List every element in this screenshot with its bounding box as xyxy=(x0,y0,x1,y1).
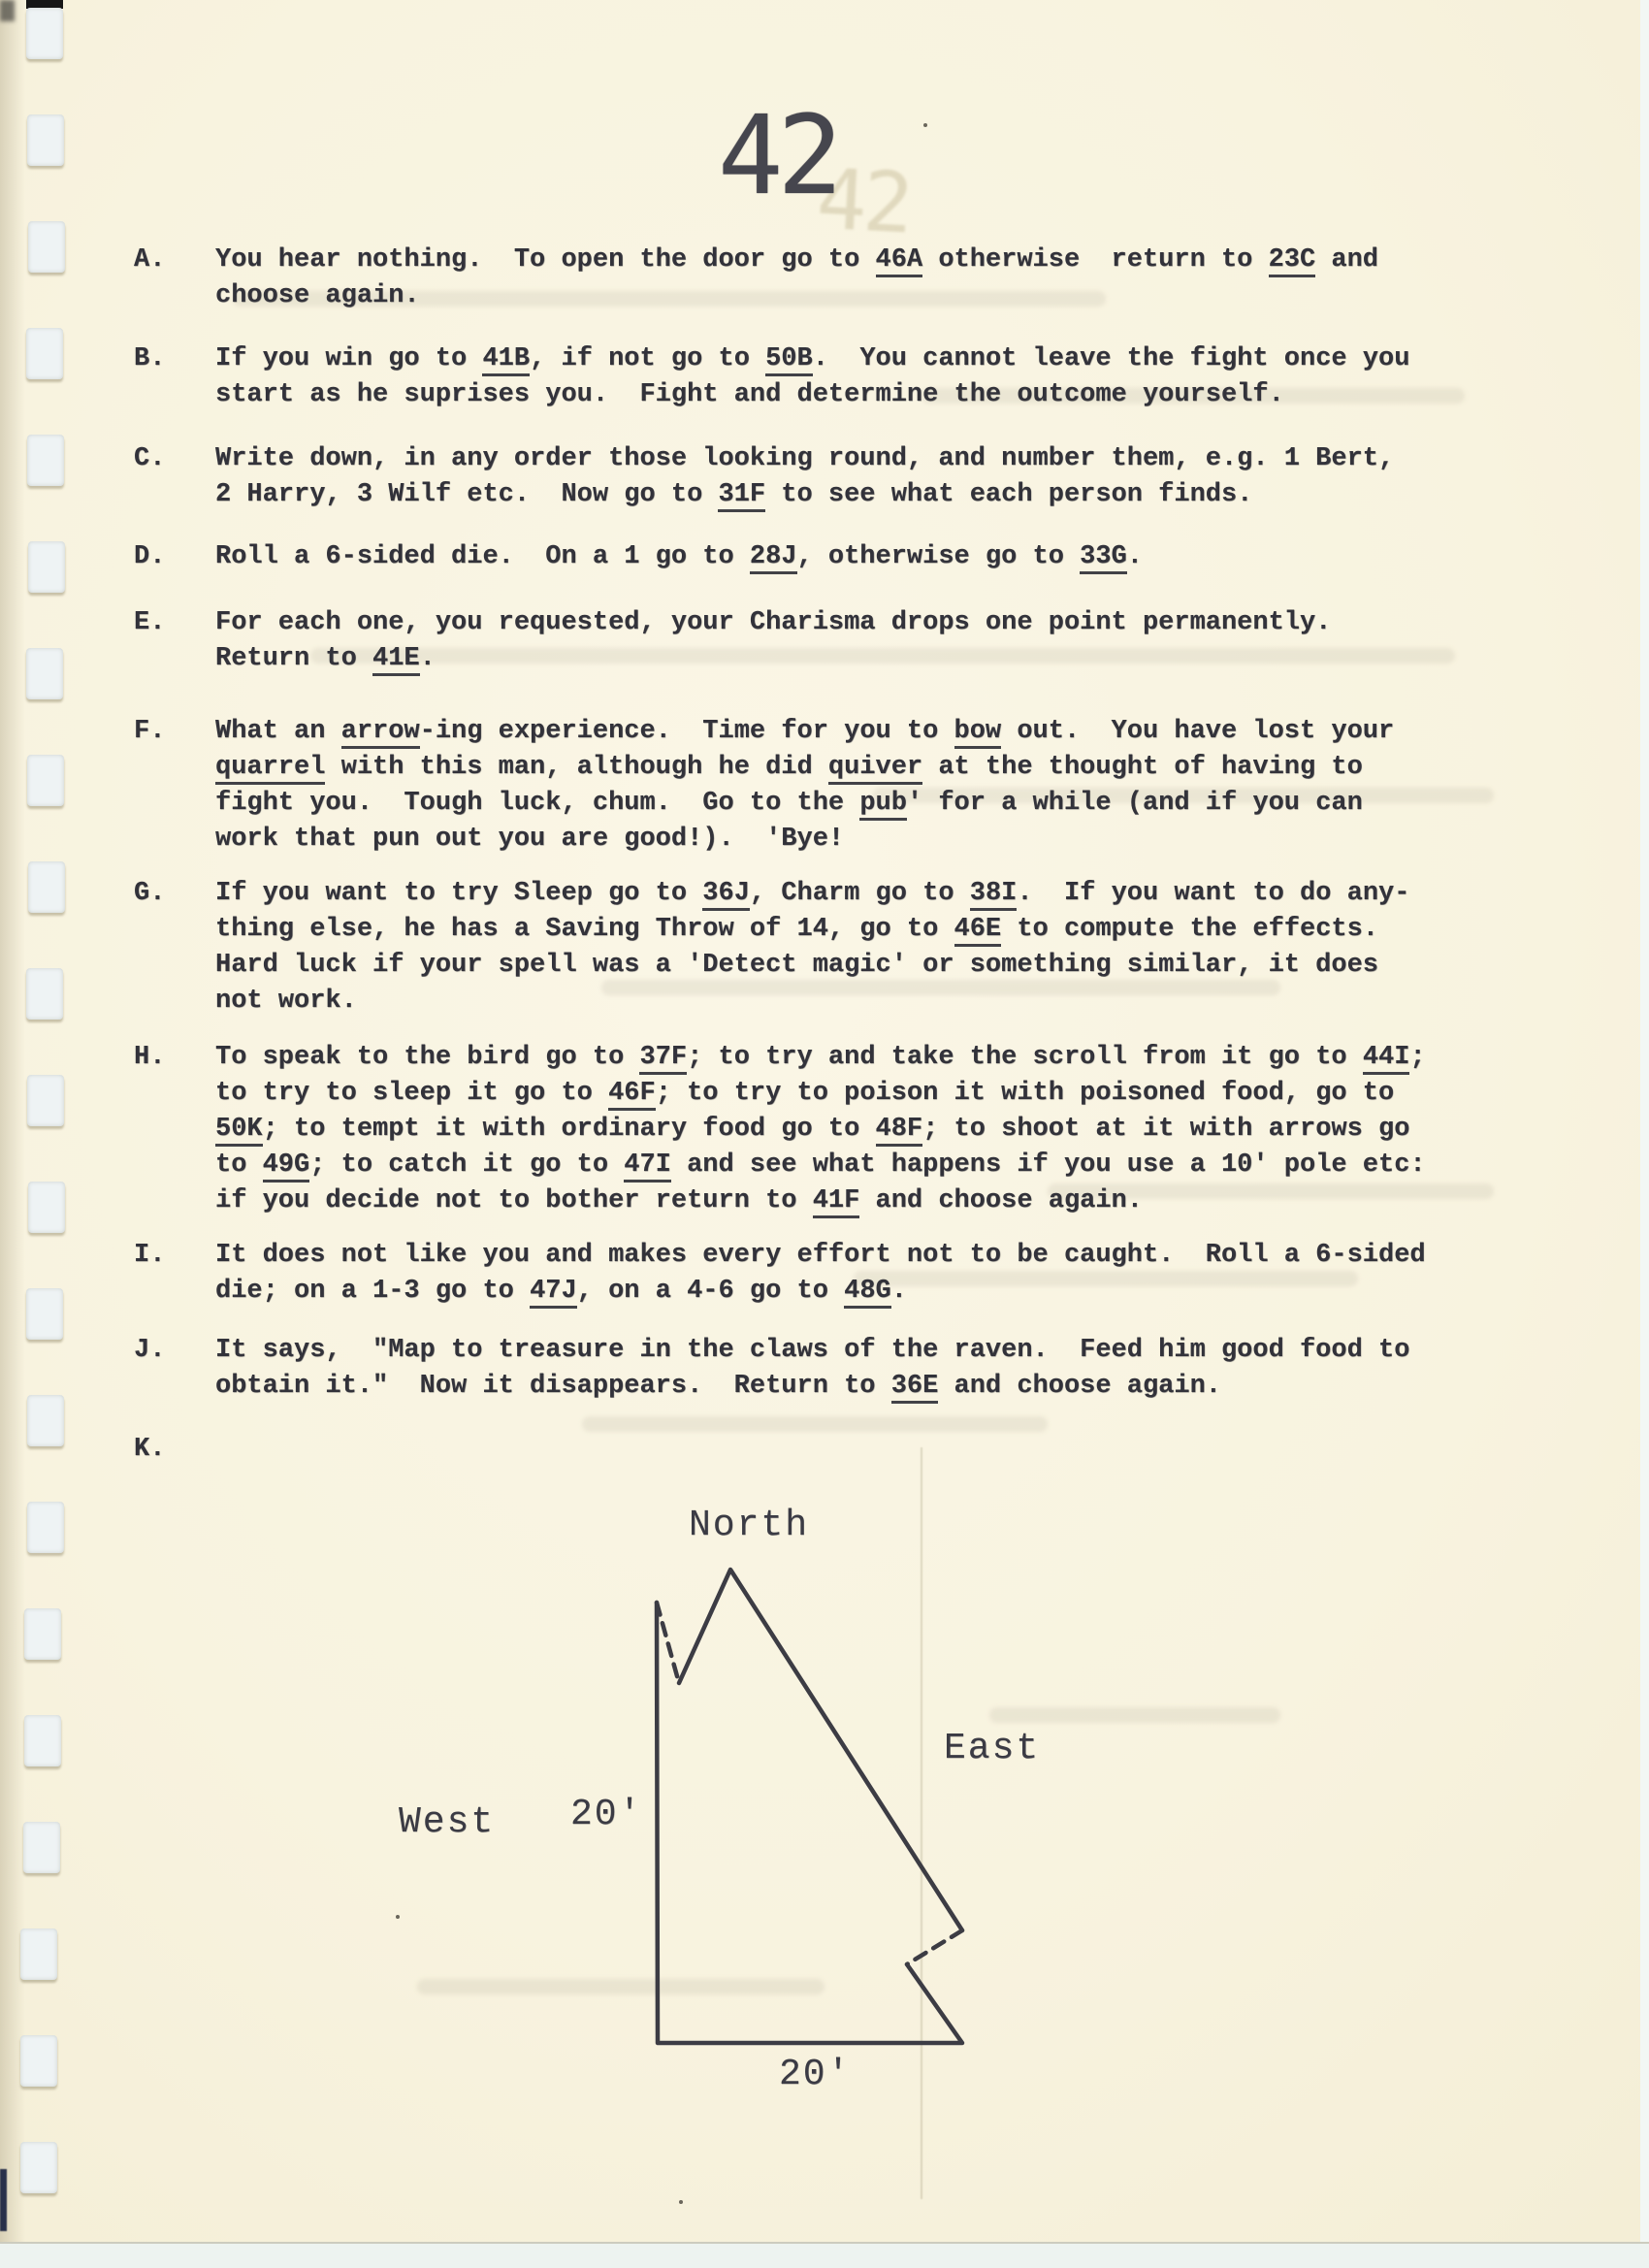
diagram-label-east: East xyxy=(944,1728,1041,1769)
section-reference: pub xyxy=(859,789,907,821)
text-line xyxy=(215,1043,1426,1079)
scan-bottom-strip xyxy=(0,2242,1649,2268)
binding-hole xyxy=(28,1182,65,1233)
paragraph-label: D. xyxy=(134,542,166,571)
text-run: at the thought of having to xyxy=(922,753,1363,782)
text-run: It does not like you and makes every effort not to be caught. Roll a 6-sided xyxy=(215,1241,1426,1270)
text-run: . xyxy=(890,1277,907,1306)
section-reference: 46E xyxy=(954,915,1002,947)
text-run: . You cannot leave the fight once you xyxy=(812,344,1410,373)
paragraph-lines xyxy=(215,444,1394,516)
binding-hole xyxy=(27,1075,64,1126)
text-run: . If you want to do any- xyxy=(1017,879,1410,908)
binding-hole xyxy=(20,2142,57,2193)
section-reference: quarrel xyxy=(215,753,325,785)
map-outline-solid xyxy=(657,1603,962,2043)
bleed-through xyxy=(582,1416,1048,1432)
text-run: not work. xyxy=(215,987,357,1016)
binding-hole xyxy=(28,861,65,913)
text-line xyxy=(215,380,1409,416)
paragraph-lines xyxy=(215,1241,1426,1312)
paragraph-label: J. xyxy=(134,1336,166,1365)
text-run: You hear nothing. To open the door go to xyxy=(215,245,876,275)
binding-hole xyxy=(24,1715,61,1766)
paragraph-label: G. xyxy=(134,879,166,908)
paragraph-label: I. xyxy=(134,1241,166,1270)
ink-speck xyxy=(923,123,927,127)
scan-right-edge xyxy=(1640,0,1649,2268)
section-reference: 47J xyxy=(530,1277,577,1309)
diagram-label-west: West xyxy=(399,1801,496,1843)
text-run: and xyxy=(1315,245,1379,275)
text-line xyxy=(215,753,1394,789)
map-tear-dashed xyxy=(657,1603,679,1683)
binding-hole xyxy=(24,1608,61,1660)
section-reference: 41B xyxy=(482,344,530,376)
text-line xyxy=(215,1186,1426,1222)
text-run: To speak to the bird go to xyxy=(215,1043,640,1072)
text-line xyxy=(215,1150,1426,1186)
diagram-label-north: North xyxy=(689,1505,810,1546)
text-run: to compute the effects. xyxy=(1001,915,1379,944)
binding-hole xyxy=(26,968,63,1020)
text-run: Hard luck if your spell was a 'Detect magic' or something similar, it does xyxy=(215,951,1378,980)
text-run: obtain it." Now it disappears. Return to xyxy=(215,1372,891,1401)
text-run: 2 Harry, 3 Wilf etc. Now go to xyxy=(215,480,719,509)
text-line xyxy=(215,1372,1409,1408)
text-line xyxy=(215,245,1378,281)
section-reference: 31F xyxy=(718,480,765,512)
text-run: die; on a 1-3 go to xyxy=(215,1277,531,1306)
text-line xyxy=(215,644,1331,680)
paragraph-label: F. xyxy=(134,717,166,746)
binding-hole xyxy=(27,435,64,486)
text-run: ; to try and take the scroll from it go to xyxy=(687,1043,1363,1072)
binding-hole xyxy=(26,648,63,699)
paragraph-lines xyxy=(215,1336,1409,1408)
section-reference: 48F xyxy=(876,1115,923,1147)
diagram-dimension-bottom: 20' xyxy=(779,2054,852,2095)
text-run: ; to try to poison it with poisoned food, go to xyxy=(655,1079,1395,1108)
text-run: start as he suprises you. Fight and determine the outcome yourself. xyxy=(215,380,1284,409)
section-reference: 46A xyxy=(876,245,923,277)
section-reference: 28J xyxy=(750,542,797,574)
text-line xyxy=(215,1336,1409,1372)
text-line xyxy=(215,825,1394,860)
page-number: 42 xyxy=(718,93,837,219)
text-run: fight you. Tough luck, chum. Go to the xyxy=(215,789,860,818)
ink-speck xyxy=(679,2200,683,2204)
binding-hole xyxy=(26,1288,63,1340)
map-tear-dashed xyxy=(907,1930,962,1964)
text-run: ' for a while (and if you can xyxy=(906,789,1363,818)
section-reference: arrow xyxy=(341,717,420,749)
paragraph-lines xyxy=(215,879,1409,1022)
text-line xyxy=(215,1277,1426,1312)
section-reference: 38I xyxy=(970,879,1018,911)
binding-hole xyxy=(28,541,65,593)
text-run: ; to catch it go to xyxy=(309,1150,625,1180)
text-run: ; to shoot at it with arrows go xyxy=(922,1115,1410,1144)
text-run: , otherwise go to xyxy=(796,542,1081,571)
paragraph-lines xyxy=(215,344,1409,416)
text-run: to try to sleep it go to xyxy=(215,1079,609,1108)
text-run: . xyxy=(1126,542,1143,571)
scan-corner-mark xyxy=(0,0,15,21)
section-reference: 44I xyxy=(1363,1043,1410,1075)
binding-hole xyxy=(26,328,63,379)
binding-hole xyxy=(28,221,65,273)
binding-hole xyxy=(27,1395,64,1446)
text-run: work that pun out you are good!). 'Bye! xyxy=(215,825,845,854)
scan-edge-sliver xyxy=(0,2169,7,2231)
scan-left-shadow xyxy=(0,0,25,2268)
binding-hole xyxy=(20,1928,57,1980)
text-line xyxy=(215,608,1331,644)
text-run: choose again. xyxy=(215,281,420,310)
text-run: to xyxy=(215,1150,263,1180)
paragraph-lines xyxy=(215,608,1331,680)
text-line xyxy=(215,717,1394,753)
text-run: Write down, in any order those looking round, and number them, e.g. 1 Bert, xyxy=(215,444,1395,473)
text-run: and choose again. xyxy=(938,1372,1221,1401)
text-line xyxy=(215,542,1143,578)
paragraph-label: A. xyxy=(134,245,166,275)
section-reference: 48G xyxy=(844,1277,891,1309)
text-run: thing else, he has a Saving Throw of 14, go to xyxy=(215,915,954,944)
section-reference: 37F xyxy=(639,1043,687,1075)
text-run: and choose again. xyxy=(859,1186,1143,1215)
text-line xyxy=(215,344,1409,380)
text-line xyxy=(215,281,1378,317)
text-run: , on a 4-6 go to xyxy=(576,1277,845,1306)
text-line xyxy=(215,480,1394,516)
section-reference: 33G xyxy=(1080,542,1127,574)
paragraph-lines xyxy=(215,245,1378,317)
binding-hole xyxy=(20,2035,57,2087)
text-run: -ing experience. Time for you to xyxy=(419,717,954,746)
text-run: , if not go to xyxy=(530,344,766,373)
paragraph-lines xyxy=(215,1043,1426,1222)
text-line xyxy=(215,789,1394,825)
paragraph-label: H. xyxy=(134,1043,166,1072)
map-outline-solid xyxy=(679,1570,962,1930)
section-reference: 36E xyxy=(891,1372,939,1404)
paragraph-label: E. xyxy=(134,608,166,637)
paragraph-label: K. xyxy=(134,1435,166,1464)
section-reference: 41F xyxy=(813,1186,860,1218)
text-run: It says, "Map to treasure in the claws of the raven. Feed him good food to xyxy=(215,1336,1410,1365)
text-line xyxy=(215,987,1409,1022)
text-run: Roll a 6-sided die. On a 1 go to xyxy=(215,542,750,571)
page-number-ghost: 42 xyxy=(814,150,913,253)
paragraph-lines xyxy=(215,542,1143,578)
text-run: and see what happens if you use a 10' pole etc: xyxy=(670,1150,1426,1180)
section-reference: 47I xyxy=(624,1150,671,1183)
binding-hole xyxy=(27,755,64,806)
text-run: to see what each person finds. xyxy=(765,480,1253,509)
section-reference: 50B xyxy=(765,344,813,376)
binding-hole xyxy=(23,1822,60,1873)
section-reference: 50K xyxy=(215,1115,263,1147)
text-line xyxy=(215,1241,1426,1277)
text-line xyxy=(215,879,1409,915)
text-line xyxy=(215,951,1409,987)
binding-hole xyxy=(26,8,63,59)
text-run: Return to xyxy=(215,644,373,673)
text-run: If you want to try Sleep go to xyxy=(215,879,703,908)
text-line xyxy=(215,1115,1426,1150)
text-line xyxy=(215,1079,1426,1115)
binding-hole xyxy=(27,114,64,166)
text-run: If you win go to xyxy=(215,344,483,373)
paragraph-label: C. xyxy=(134,444,166,473)
text-line xyxy=(215,444,1394,480)
section-reference: 36J xyxy=(702,879,750,911)
text-run: , Charm go to xyxy=(749,879,970,908)
text-run: What an xyxy=(215,717,341,746)
text-run: ; xyxy=(1409,1043,1426,1072)
paragraph-label: B. xyxy=(134,344,166,373)
text-run: ; to tempt it with ordinary food go to xyxy=(262,1115,876,1144)
section-reference: 49G xyxy=(263,1150,310,1183)
text-run: out. You have lost your xyxy=(1001,717,1395,746)
section-reference: 23C xyxy=(1269,245,1316,277)
section-reference: bow xyxy=(954,717,1002,749)
text-run: with this man, although he did xyxy=(325,753,828,782)
text-line xyxy=(215,915,1409,951)
text-run: . xyxy=(419,644,436,673)
binding-hole xyxy=(27,1502,64,1553)
section-reference: 46F xyxy=(608,1079,656,1111)
text-run: otherwise return to xyxy=(922,245,1269,275)
text-run: if you decide not to bother return to xyxy=(215,1186,813,1215)
text-run: For each one, you requested, your Charisma drops one point permanently. xyxy=(215,608,1332,637)
paragraph-lines xyxy=(215,717,1394,860)
diagram-dimension-left: 20' xyxy=(570,1794,643,1835)
section-reference: quiver xyxy=(828,753,922,785)
section-reference: 41E xyxy=(372,644,420,676)
